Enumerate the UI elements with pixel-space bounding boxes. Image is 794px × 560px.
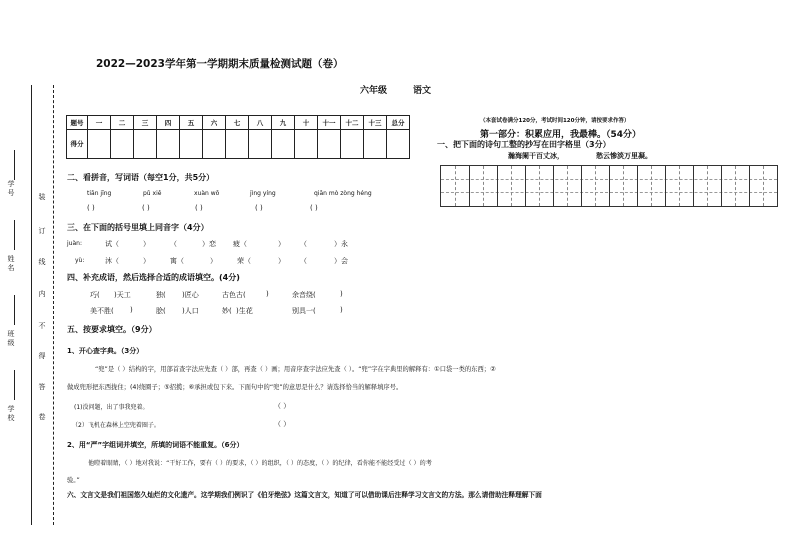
idiom-part[interactable]: ) — [130, 306, 133, 314]
score-cell[interactable] — [387, 130, 410, 159]
table-header-cell: 总分 — [387, 116, 410, 130]
score-cell[interactable] — [180, 130, 203, 159]
pinyin-2: pǔ xiě — [143, 190, 162, 197]
pinyin-5: qiān mò zòng héng — [314, 190, 372, 197]
table-header-cell: 七 — [226, 116, 249, 130]
grid-cell[interactable] — [651, 166, 666, 206]
grid-cell[interactable] — [469, 166, 484, 206]
table-header-cell: 八 — [249, 116, 272, 130]
binding-line-outer — [31, 85, 32, 525]
grid-cell[interactable] — [595, 166, 610, 206]
score-table-header-row — [67, 116, 410, 130]
binding-char: 订 — [38, 227, 46, 235]
q3-item: 疲（ — [233, 240, 247, 248]
q5-sub1-q1: (1)没问题，出了事我兜着。 — [74, 404, 149, 411]
score-cell[interactable] — [364, 130, 387, 159]
table-header-cell: 十一 — [318, 116, 341, 130]
q3-item[interactable]: ） — [278, 257, 285, 265]
score-table — [66, 115, 410, 159]
label-student-number: 学号 — [7, 180, 15, 197]
binding-char: 得 — [38, 352, 46, 360]
score-cell[interactable] — [203, 130, 226, 159]
label-name: 姓名 — [7, 255, 15, 272]
score-cell[interactable] — [295, 130, 318, 159]
grid-cell[interactable] — [567, 166, 582, 206]
sound-label: juàn: — [67, 240, 82, 247]
table-header-cell: 十 — [295, 116, 318, 130]
sound-label: yù: — [75, 257, 85, 264]
q3-item[interactable]: ） — [210, 257, 217, 265]
grid-cell[interactable] — [763, 166, 778, 206]
answer-blank[interactable]: （ ） — [274, 402, 291, 410]
q3-item: 荣（ — [237, 257, 251, 265]
grid-cell[interactable] — [455, 166, 470, 206]
score-cell[interactable] — [341, 130, 364, 159]
grid-cell[interactable] — [483, 166, 498, 206]
grid-cell[interactable] — [693, 166, 708, 206]
idiom-part[interactable]: ) — [340, 290, 343, 298]
q3-item: 沐（ — [105, 257, 119, 265]
grid-cell[interactable] — [609, 166, 624, 206]
q3-item: ）永 — [334, 240, 348, 248]
q4-title: 四、补充成语，然后选择合适的成语填空。(4分) — [67, 273, 240, 282]
table-header-cell: 五 — [180, 116, 203, 130]
score-row-label: 得分 — [67, 130, 88, 159]
tianzige-grid[interactable] — [440, 165, 778, 207]
score-cell[interactable] — [249, 130, 272, 159]
idiom-part: 古色古( — [222, 291, 246, 299]
q5-sub1-text1: “兜”是（ ）结构的字，用部首查字法应先查（ ）部，再查（ ）画；用音序查字法应先查（ ）。“兜”字在字典里的解释有：①口袋一类的东西；② — [95, 366, 496, 373]
poem-line-2: 愁云惨淡万里凝。 — [596, 152, 652, 160]
part1-title: 第一部分：积累应用，我最棒。（54分） — [480, 130, 642, 140]
idiom-part[interactable]: ) — [340, 306, 343, 314]
pinyin-4: jìng yíng — [250, 190, 276, 197]
pinyin-3: xuàn wō — [194, 190, 220, 197]
answer-blank[interactable]: （ ） — [274, 420, 291, 428]
name-field[interactable] — [14, 220, 16, 250]
q5-sub1-title: 1、开心查字典。（3分） — [67, 347, 144, 355]
score-cell[interactable] — [111, 130, 134, 159]
binding-char: 不 — [38, 322, 46, 330]
idiom-part: 独( — [156, 291, 166, 299]
grid-cell[interactable] — [539, 166, 554, 206]
binding-line-inner — [53, 85, 54, 525]
idiom-part: 巧( — [90, 291, 100, 299]
idiom-part[interactable]: )人口 — [182, 307, 199, 315]
answer-blank[interactable]: ( ) — [142, 204, 150, 212]
answer-blank[interactable]: ( ) — [195, 204, 203, 212]
grade-label: 六年级 — [360, 86, 388, 96]
grid-cell[interactable] — [511, 166, 526, 206]
idiom-part[interactable]: ) — [266, 290, 269, 298]
q3-item[interactable]: ） — [143, 257, 150, 265]
binding-char: 线 — [38, 258, 46, 266]
grid-cell[interactable] — [497, 166, 512, 206]
score-cell[interactable] — [88, 130, 111, 159]
q3-title: 三、在下面的括号里填上同音字（4分） — [67, 223, 209, 232]
q3-item[interactable]: （ — [170, 240, 177, 248]
grid-cell[interactable] — [581, 166, 596, 206]
q5-sub2-title: 2、用“严”字组词并填空，所填的词语不能重复。（6分） — [67, 441, 244, 449]
grid-cell[interactable] — [553, 166, 568, 206]
q3-item[interactable]: （ — [300, 240, 307, 248]
table-header-cell: 十三 — [364, 116, 387, 130]
answer-blank[interactable]: ( ) — [255, 204, 263, 212]
q3-item: ）会 — [334, 257, 348, 265]
score-table-score-row — [67, 130, 410, 159]
grid-cell[interactable] — [525, 166, 540, 206]
idiom-part[interactable]: )生花 — [236, 307, 253, 315]
q2-title: 二、看拼音，写词语（每空1分，共5分） — [67, 173, 215, 182]
q5-sub2-text2: 验。” — [67, 477, 80, 484]
score-cell[interactable] — [157, 130, 180, 159]
grid-cell[interactable] — [721, 166, 736, 206]
table-header-cell: 六 — [203, 116, 226, 130]
subject-label: 语文 — [413, 86, 432, 96]
binding-char: 装 — [38, 193, 46, 201]
pinyin-1: tiān jīng — [87, 190, 112, 197]
q5-sub1-text2: 做成兜形把东西拢住；(4)绕圈子；⑤招揽；⑥承担或包下来。下面句中的“兜”的意思是什么？请选择恰当的解释填序号。 — [67, 384, 403, 391]
answer-blank[interactable]: ( ) — [310, 204, 318, 212]
score-cell[interactable] — [272, 130, 295, 159]
grid-cell[interactable] — [707, 166, 722, 206]
table-header-cell: 二 — [111, 116, 134, 130]
table-header-cell: 九 — [272, 116, 295, 130]
table-header-cell: 十二 — [341, 116, 364, 130]
score-cell[interactable] — [134, 130, 157, 159]
grid-cell[interactable] — [441, 166, 456, 206]
grid-cell[interactable] — [679, 166, 694, 206]
idiom-part: 妙( — [222, 307, 232, 315]
exam-title: 2022—2023学年第一学期期末质量检测试题（卷） — [96, 58, 344, 70]
class-field[interactable] — [14, 295, 16, 325]
idiom-part[interactable]: )匠心 — [182, 291, 199, 299]
exam-note: （本套试卷满分120分，考试时间120分钟，请按要求作答） — [480, 118, 630, 124]
table-header-cell: 一 — [88, 116, 111, 130]
idiom-part: 别具一( — [292, 307, 316, 315]
q5-title: 五、按要求填空。（9分） — [67, 325, 157, 334]
binding-char: 卷 — [38, 413, 46, 421]
q3-item[interactable]: ） — [143, 240, 150, 248]
label-school: 学校 — [7, 405, 15, 422]
q3-item[interactable]: ） — [278, 240, 285, 248]
q5-sub1-q2: （2）飞机在森林上空兜着圈子。 — [72, 422, 160, 429]
table-header-cell: 四 — [157, 116, 180, 130]
student-number-field[interactable] — [14, 150, 16, 180]
idiom-part[interactable]: )天工 — [114, 291, 131, 299]
grid-cell[interactable] — [665, 166, 680, 206]
q3-item: 寓（ — [170, 257, 184, 265]
grid-cell[interactable] — [735, 166, 750, 206]
table-header-cell: 题号 — [67, 116, 88, 130]
idiom-part: 余音绕( — [292, 291, 316, 299]
score-cell[interactable] — [318, 130, 341, 159]
q1-title: 一、把下面的诗句工整的抄写在田字格里（3分） — [437, 140, 611, 149]
q3-item: ）恋 — [202, 240, 216, 248]
binding-char: 答 — [38, 383, 46, 391]
idiom-part: 脍( — [156, 307, 166, 315]
q6-title: 六、文言文是我们祖国悠久灿烂的文化遗产。这学期我们例识了《伯牙绝弦》这篇文言文，知道了可以借助课后注释学习文言文的方法。那么请借助注释理解下面 — [67, 491, 542, 499]
grid-cell[interactable] — [637, 166, 652, 206]
binding-char: 内 — [38, 290, 46, 298]
grid-cell[interactable] — [623, 166, 638, 206]
q3-item[interactable]: （ — [300, 257, 307, 265]
grid-cell[interactable] — [749, 166, 764, 206]
school-field[interactable] — [14, 370, 16, 400]
idiom-part: 美不胜( — [90, 307, 114, 315]
table-header-cell: 三 — [134, 116, 157, 130]
label-class: 班级 — [7, 330, 15, 347]
score-cell[interactable] — [226, 130, 249, 159]
answer-blank[interactable]: ( ) — [87, 204, 95, 212]
poem-line-1: 瀚海阑干百丈冰， — [508, 152, 564, 160]
q3-item: 试（ — [105, 240, 119, 248]
q5-sub2-text1: 他瞪着眼睛，（ ）地对我说：“干好工作，要有（ ）的要求，（ ）的组织，（ ）的态度，（ ）的纪律，看你能不能经受过（ ）的考 — [88, 460, 432, 467]
